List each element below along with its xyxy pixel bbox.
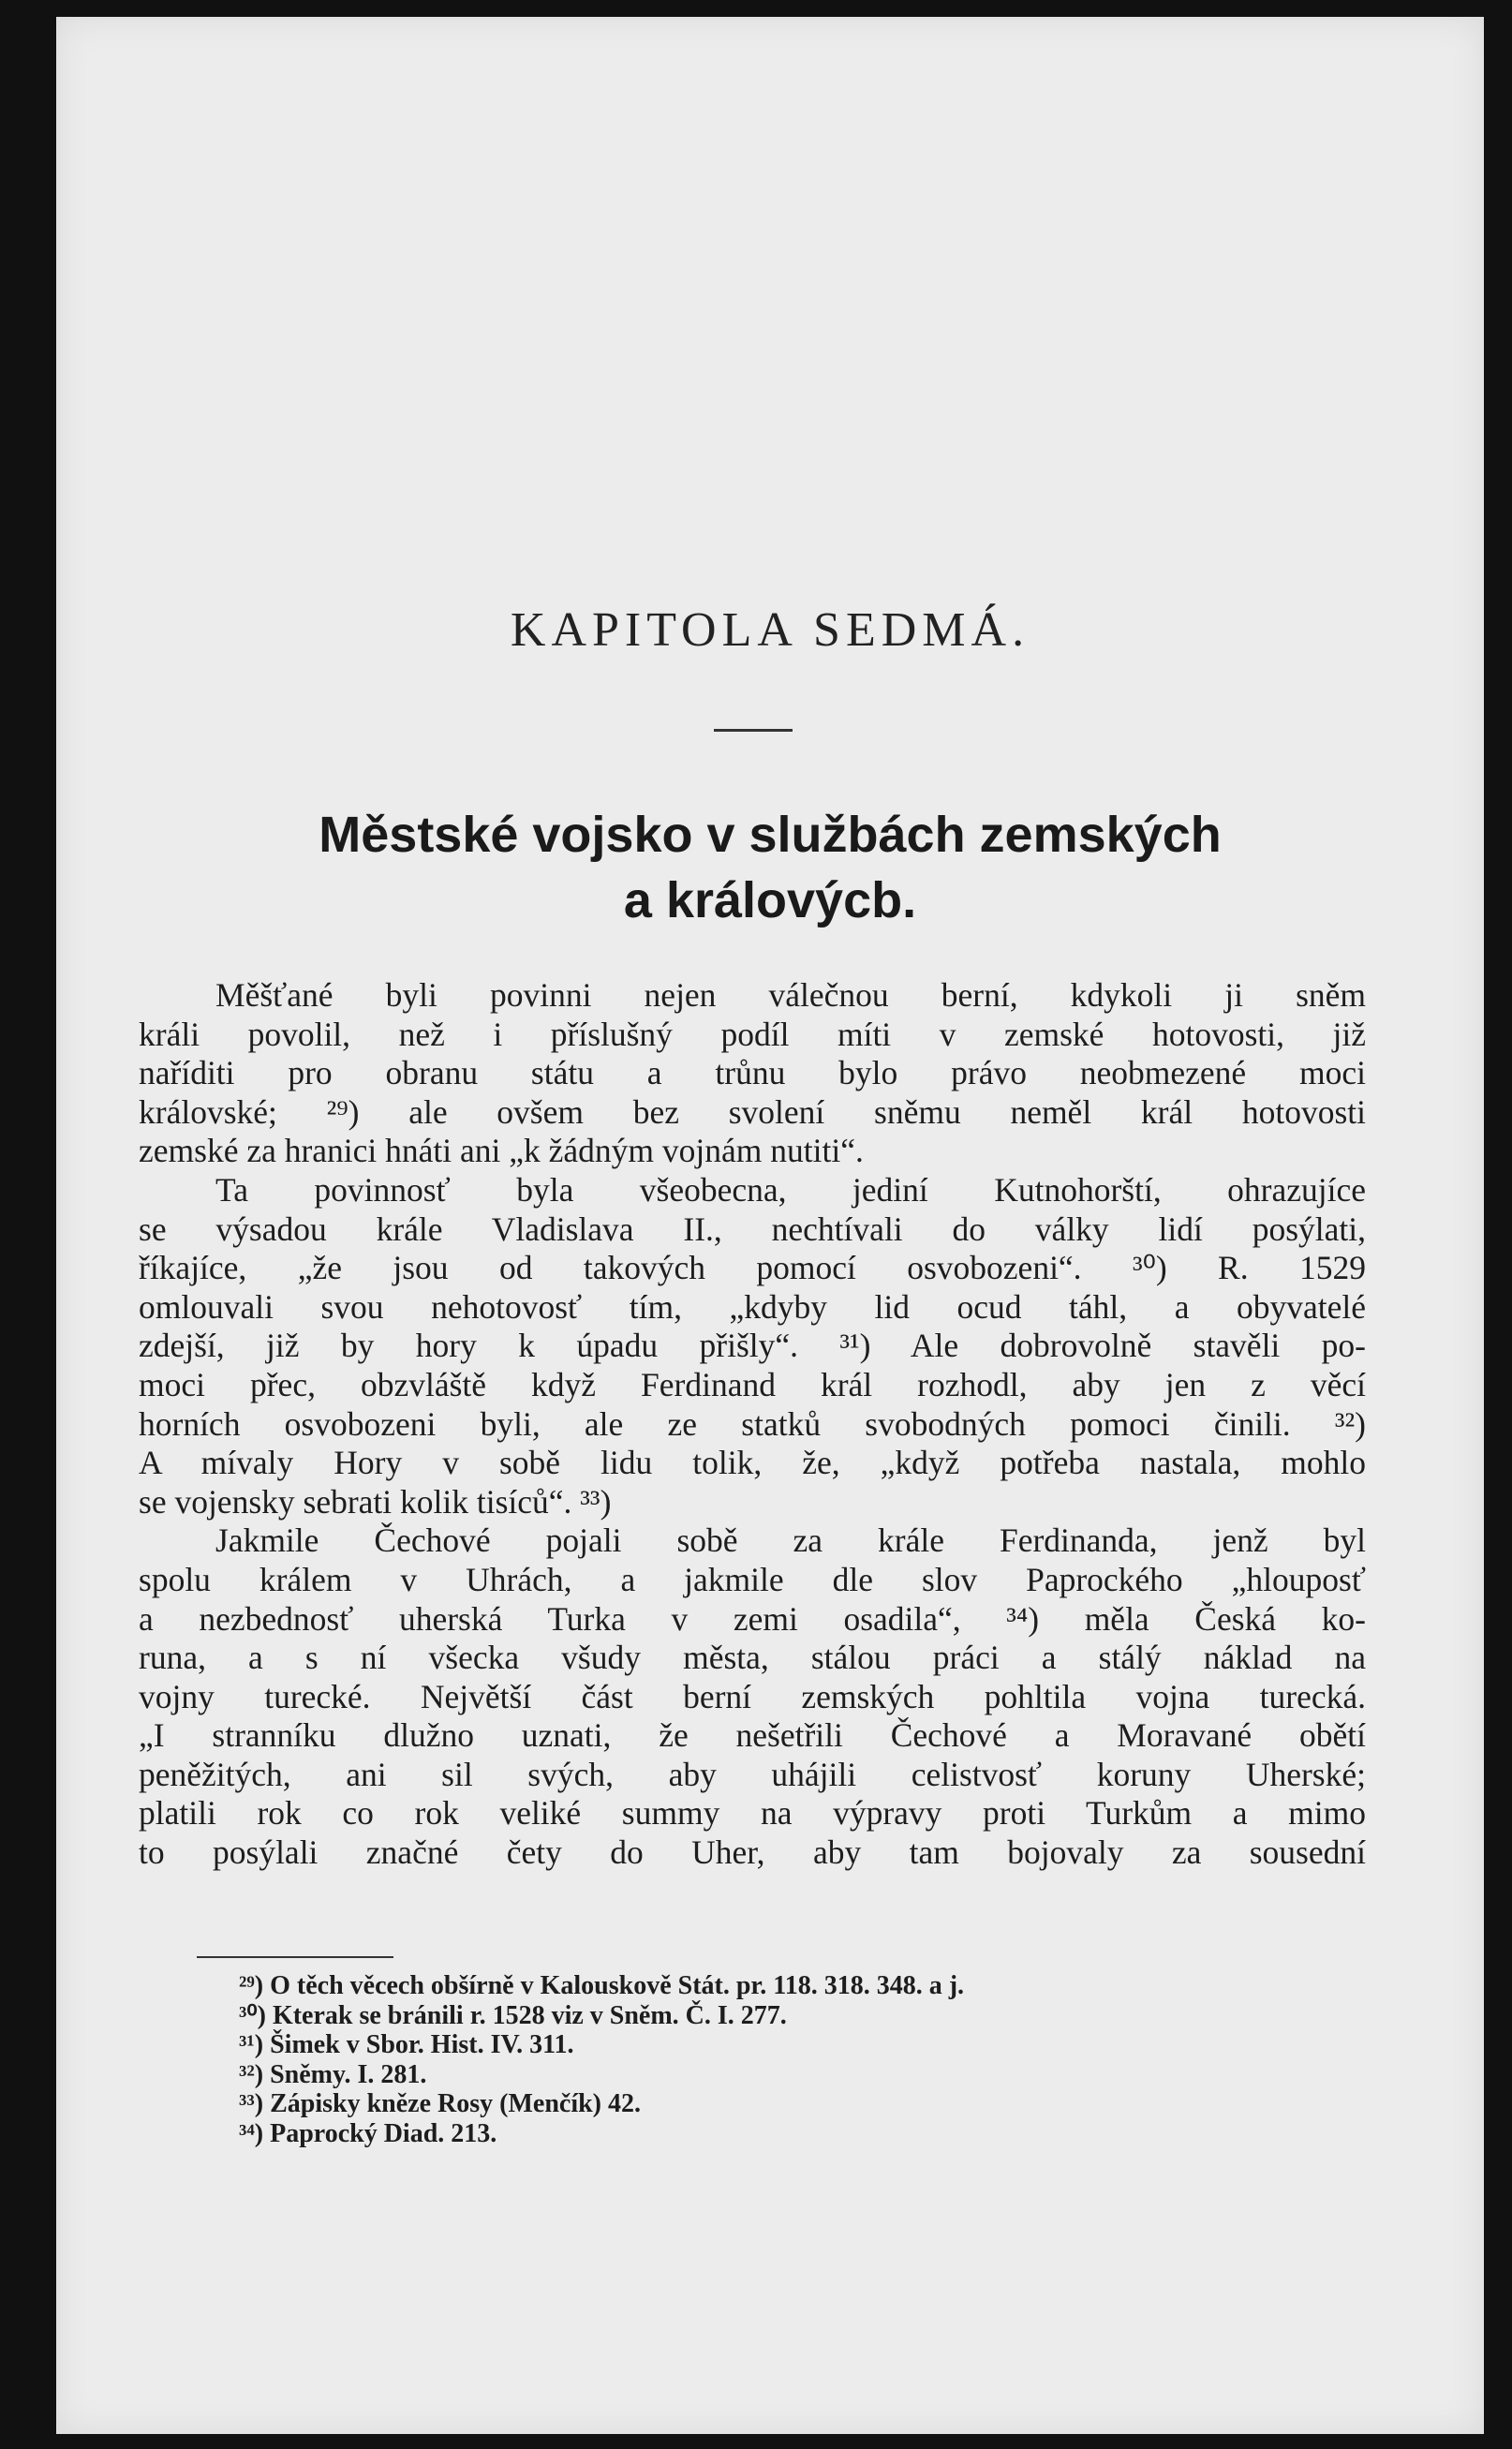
- body-line: zemské za hranici hnáti ani „k žádným vojnám nutiti“.: [139, 1132, 864, 1170]
- footnote: ³²) Sněmy. I. 281.: [239, 2059, 427, 2089]
- chapter-title: [56, 802, 1484, 933]
- title-line-2: a královýcb.: [623, 872, 917, 928]
- body-line: A mívaly Hory v sobě lidu tolik, že, „když potřeba nastala, mohlo: [139, 1444, 1366, 1482]
- body-line: „I stranníku dlužno uznati, že nešetřili Čechové a Moravané obětí: [139, 1716, 1366, 1755]
- body-line: moci přec, obzvláště když Ferdinand král rozhodl, aby jen z věcí: [139, 1365, 1366, 1403]
- body-line: Ta povinnosť byla všeobecna, jediní Kutnohorští, ohrazujíce: [215, 1170, 1366, 1209]
- body-line: Jakmile Čechové pojali sobě za krále Ferdinanda, jenž byl: [215, 1521, 1366, 1560]
- footnote-divider: [197, 1956, 393, 1958]
- body-line: runa, a s ní všecka všudy města, stálou práci a stálý náklad na: [139, 1639, 1366, 1677]
- footnote: ³³) Zápisky kněze Rosy (Menčík) 42.: [239, 2089, 642, 2118]
- body-line: se vojensky sebrati kolik tisíců“. ³³): [139, 1482, 612, 1521]
- title-line-1: Městské vojsko v službách zemských: [319, 807, 1222, 863]
- body-line: se výsadou krále Vladislava II., nechtívali do války lidí posýlati,: [139, 1210, 1366, 1248]
- body-line: zdejší, již by hory k úpadu přišly“. ³¹) Ale dobrovolně stavěli po-: [139, 1327, 1366, 1365]
- body-line: a nezbednosť uherská Turka v zemi osadila“, ³⁴) měla Česká ko-: [139, 1599, 1366, 1638]
- footnote: ³⁴) Paprocký Diad. 213.: [239, 2118, 497, 2148]
- footnote: ³⁰) Kterak se bránili r. 1528 viz v Sněm. Č. I. 277.: [239, 2000, 787, 2030]
- body-text: [139, 976, 1366, 1873]
- body-line: říkajíce, „že jsou od takových pomocí osvobozeni“. ³⁰) R. 1529: [139, 1249, 1366, 1287]
- heading-divider: [714, 729, 793, 732]
- body-line: omlouvali svou nehotovosť tím, „kdyby lid ocud táhl, a obyvatelé: [139, 1287, 1366, 1326]
- footnotes: [239, 1971, 964, 2148]
- body-line: vojny turecké. Největší část berní zemských pohltila vojna turecká.: [139, 1677, 1366, 1715]
- footnote: ³¹) Šimek v Sbor. Hist. IV. 311.: [239, 2030, 574, 2059]
- body-line: naříditi pro obranu státu a trůnu bylo právo neobmezené moci: [139, 1054, 1366, 1092]
- body-line: to posýlali značné čety do Uher, aby tam bojovaly za sousední: [139, 1833, 1366, 1872]
- book-page: [56, 17, 1484, 2434]
- body-line: královské; ²⁹) ale ovšem bez svolení sněmu neměl král hotovosti: [139, 1092, 1366, 1131]
- chapter-heading: KAPITOLA SEDMÁ.: [510, 603, 1030, 657]
- footnote: ²⁹) O těch věcech obšírně v Kalouskově Stát. pr. 118. 318. 348. a j.: [239, 1971, 965, 2000]
- body-line: peněžitých, ani sil svých, aby uhájili celistvosť koruny Uherské;: [139, 1755, 1366, 1793]
- body-line: spolu králem v Uhrách, a jakmile dle slov Paprockého „hlouposť: [139, 1560, 1366, 1598]
- body-line: Měšťané byli povinni nejen válečnou berní, kdykoli ji sněm: [215, 976, 1366, 1014]
- body-line: horních osvobozeni byli, ale ze statků svobodných pomoci činili. ³²): [139, 1404, 1366, 1443]
- body-line: platili rok co rok veliké summy na výpravy proti Turkům a mimo: [139, 1794, 1366, 1833]
- body-line: králi povolil, než i příslušný podíl míti v zemské hotovosti, již: [139, 1015, 1366, 1053]
